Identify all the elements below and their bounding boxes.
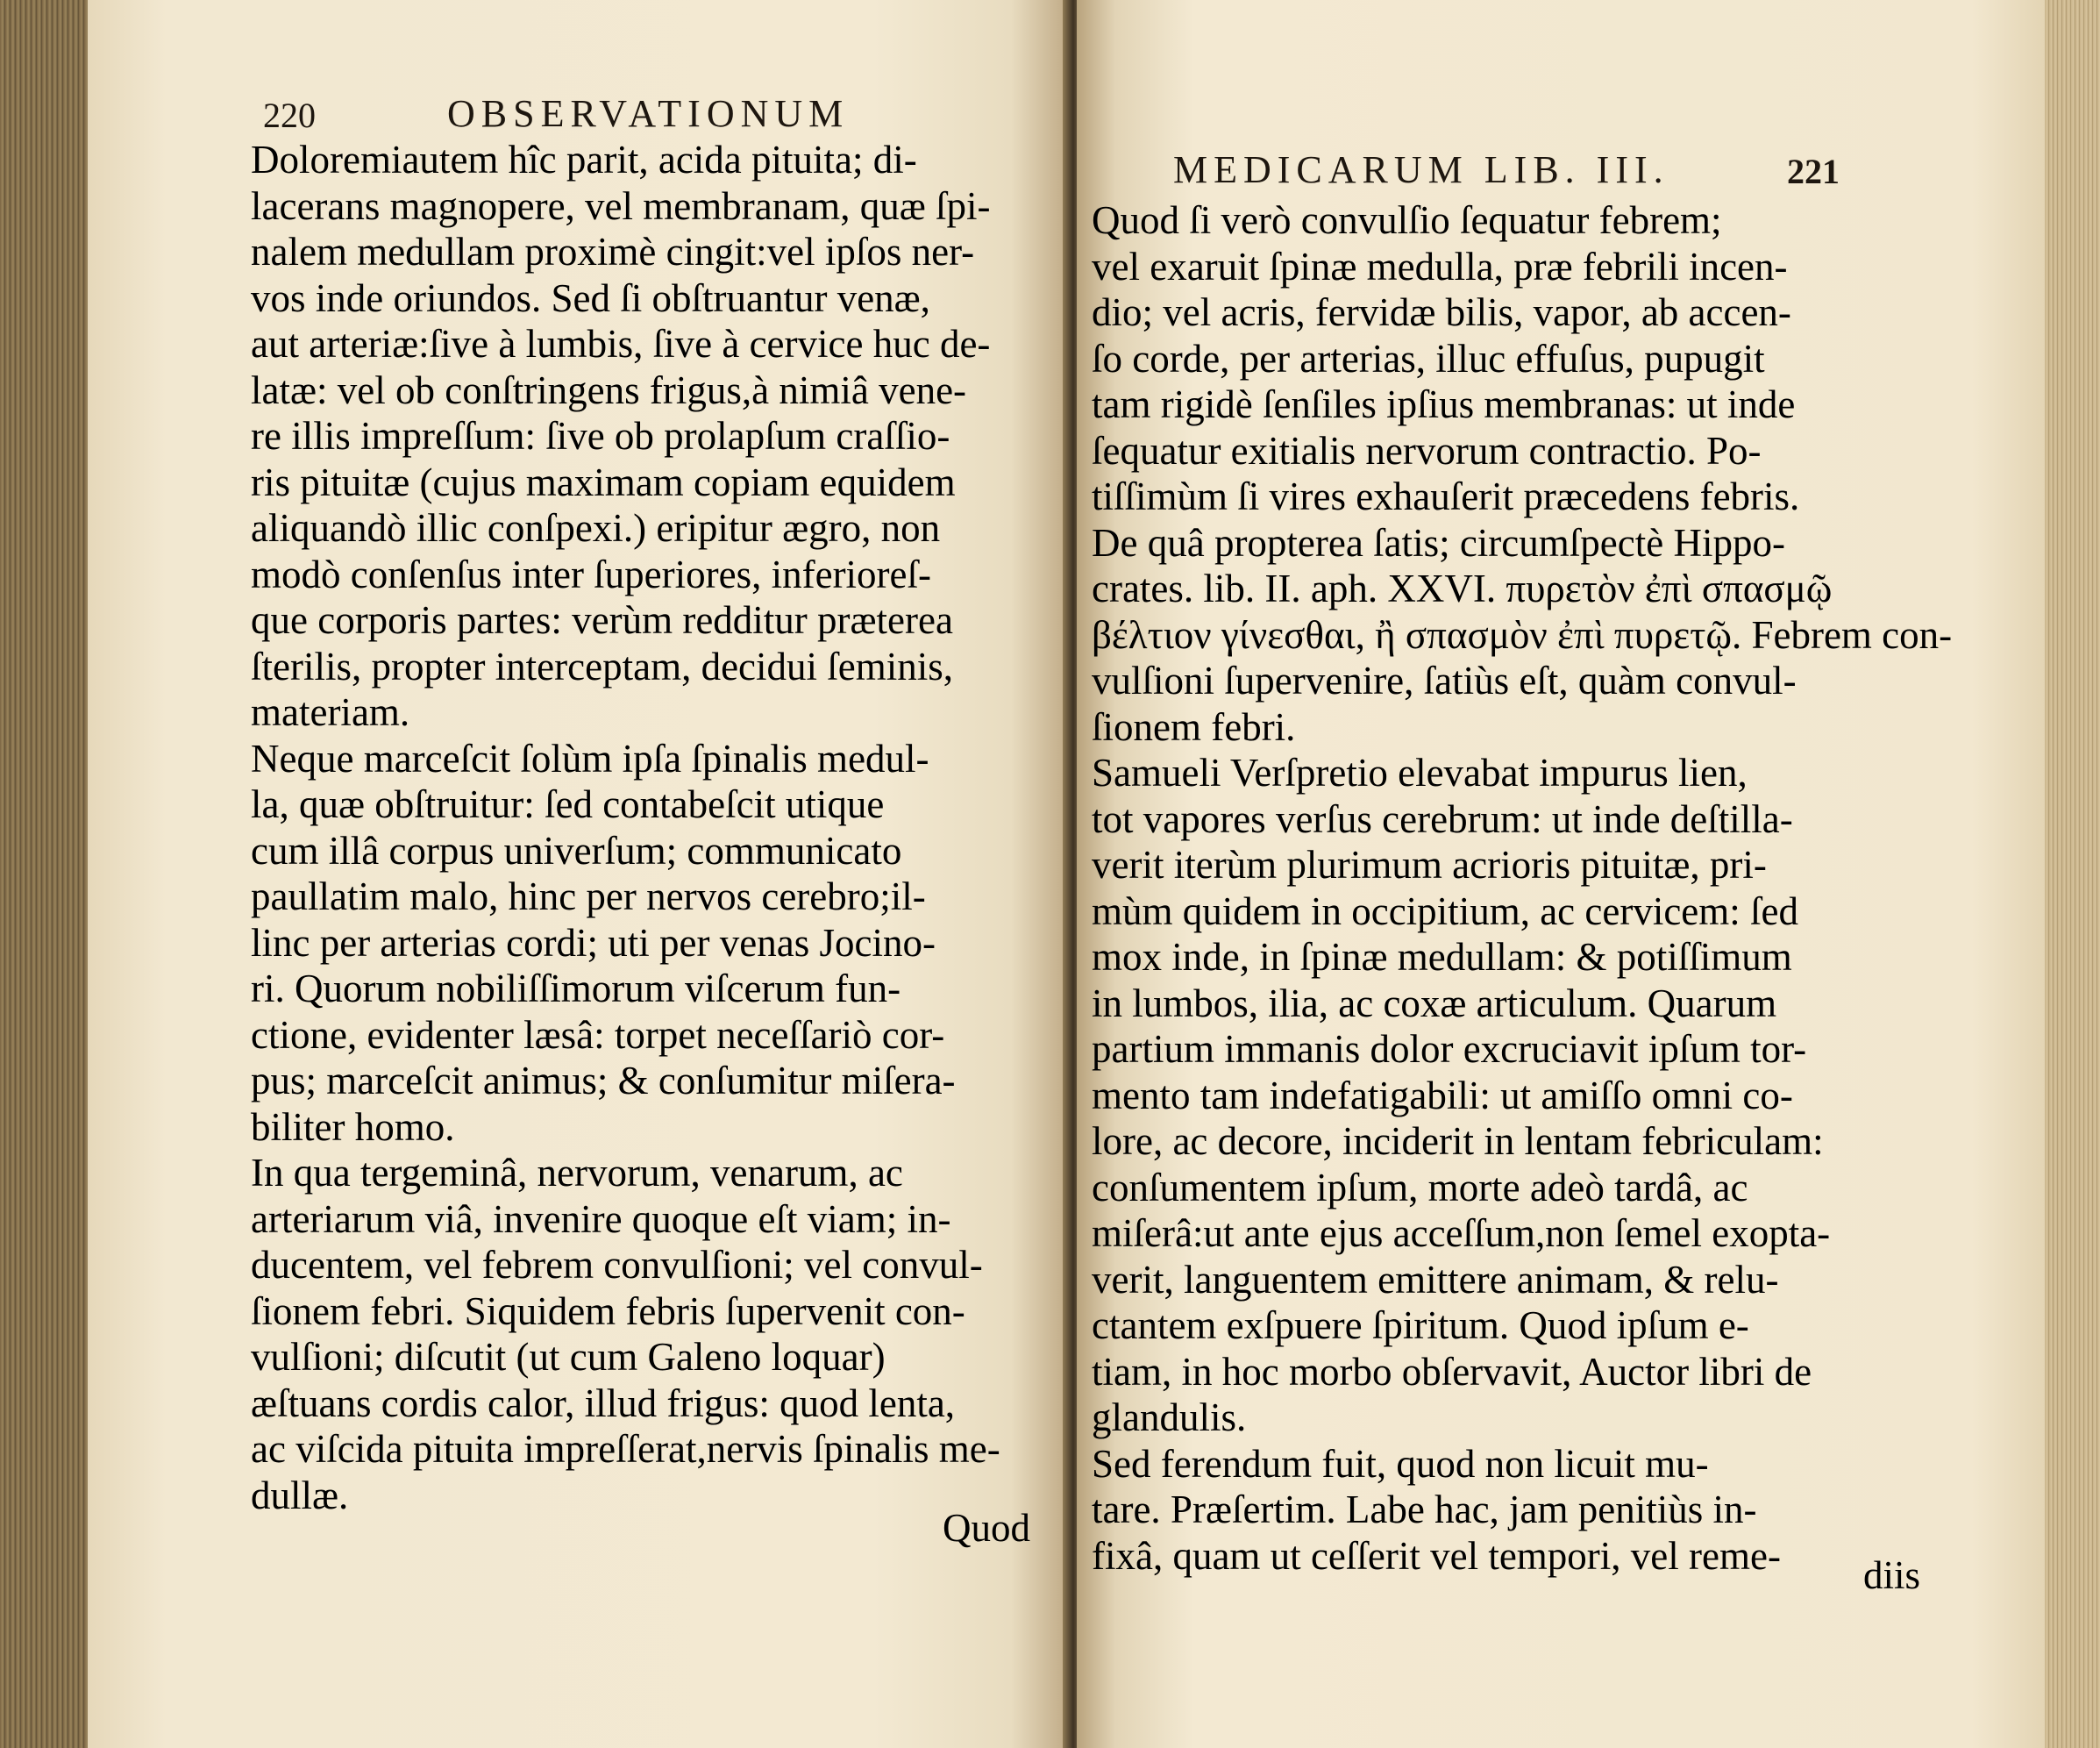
book-edge-right — [2045, 0, 2100, 1748]
text-line: verit iterùm plurimum acrioris pituitæ, pri- — [1092, 843, 1767, 887]
left-page-number: 220 — [263, 96, 316, 135]
text-line: miſerâ:ut ante ejus acceſſum,non ſemel exopta- — [1092, 1211, 1831, 1255]
right-running-head: MEDICARUM LIB. III. — [1173, 148, 1669, 191]
text-line: ſionem febri. — [1092, 704, 1296, 749]
text-line: ſo corde, per arterias, illuc effuſus, pupugit — [1092, 336, 1765, 381]
text-line: aut arteriæ:ſive à lumbis, ſive à cervice huc de- — [251, 322, 991, 366]
text-line: cum illâ corpus univerſum; communicato — [251, 828, 902, 873]
text-line: tare. Præſertim. Labe hac, jam penitiùs in- — [1092, 1488, 1757, 1531]
text-line: vos inde oriundos. Sed ſi obſtruantur venæ, — [251, 275, 930, 320]
text-line: mento tam indefatigabili: ut amiſſo omni co- — [1092, 1073, 1793, 1117]
book-edge-left — [0, 0, 88, 1748]
text-line: pus; marceſcit animus; & conſumitur miſera- — [251, 1059, 956, 1102]
text-line: ri. Quorum nobiliſſimorum viſcerum fun- — [251, 967, 901, 1010]
text-line: ris pituitæ (cujus maximam copiam equidem — [251, 460, 956, 504]
text-line: que corporis partes: verùm redditur præterea — [251, 598, 953, 642]
text-line: ac viſcida pituita impreſſerat,nervis ſpinalis me- — [251, 1427, 1000, 1471]
text-line: lacerans magnopere, vel membranam, quæ ſpi- — [251, 183, 991, 228]
text-line: nalem medullam proximè cingit:vel ipſos ner- — [251, 230, 975, 274]
text-line: la, quæ obſtruitur: ſed contabeſcit utique — [251, 782, 885, 826]
text-line: ſterilis, propter interceptam, decidui ſeminis, — [251, 644, 954, 688]
text-line: tam rigidè ſenſiles ipſius membranas: ut inde — [1092, 382, 1796, 426]
text-line: lore, ac decore, inciderit in lentam febriculam: — [1092, 1119, 1824, 1163]
right-page-number: 221 — [1787, 152, 1840, 191]
text-line: materiam. — [251, 690, 410, 734]
text-line: dullæ. — [251, 1473, 349, 1517]
text-line: ctantem exſpuere ſpiritum. Quod ipſum e- — [1092, 1303, 1749, 1347]
text-line: aliquandò illic conſpexi.) eripitur ægro, non — [251, 506, 941, 550]
left-catchword: Quod — [943, 1506, 1030, 1550]
text-line: ducentem, vel febrem convulſioni; vel convul- — [251, 1243, 983, 1287]
text-line: æſtuans cordis calor, illud frigus: quod lenta, — [251, 1381, 956, 1425]
text-line: vulſioni ſupervenire, ſatiùs eſt, quàm convul- — [1092, 659, 1797, 703]
text-line: partium immanis dolor excruciavit ipſum tor- — [1092, 1027, 1807, 1071]
text-line: glandulis. — [1092, 1395, 1247, 1439]
text-line: in lumbos, ilia, ac coxæ articulum. Quarum — [1092, 981, 1777, 1025]
right-page-body — [1092, 197, 1952, 1579]
text-line: tot vapores verſus cerebrum: ut inde deſtilla- — [1092, 796, 1793, 841]
text-line: biliter homo. — [251, 1104, 455, 1149]
left-running-head: OBSERVATIONUM — [447, 92, 850, 135]
text-line: fixâ, quam ut ceſſerit vel tempori, vel reme- — [1092, 1533, 1781, 1578]
text-line: ctione, evidenter læsâ: torpet neceſſariò cor- — [251, 1012, 945, 1057]
text-line: tiam, in hoc morbo obſervavit, Auctor libri de — [1092, 1349, 1812, 1394]
text-line: re illis impreſſum: ſive ob prolapſum craſſio- — [251, 414, 950, 458]
text-line: mox inde, in ſpinæ medullam: & potiſſimum — [1092, 935, 1792, 979]
text-line: ſionem febri. Siquidem febris ſupervenit con- — [251, 1288, 965, 1333]
text-line: vulſioni; diſcutit (ut cum Galeno loquar) — [251, 1335, 886, 1379]
text-line: Neque marceſcit ſolùm ipſa ſpinalis medul- — [251, 736, 929, 781]
text-line: ſequatur exitialis nervorum contractio. Po- — [1092, 428, 1762, 473]
right-catchword: diis — [1863, 1553, 1921, 1597]
text-line: mùm quidem in occipitium, ac cervicem: ſed — [1092, 888, 1799, 933]
text-line: Samueli Verſpretio elevabat impurus lien, — [1092, 751, 1748, 795]
text-line: In qua tergeminâ, nervorum, venarum, ac — [251, 1151, 903, 1195]
text-line: arteriarum viâ, invenire quoque eſt viam; in- — [251, 1196, 951, 1241]
text-line: Doloremiautem hîc parit, acida pituita; di- — [251, 138, 917, 182]
text-line: latæ: vel ob conſtringens frigus,à nimiâ vene- — [251, 367, 967, 412]
text-line: modò conſenſus inter ſuperiores, inferioreſ- — [251, 552, 932, 596]
text-line: Quod ſi verò convulſio ſequatur febrem; — [1092, 198, 1722, 242]
text-line: vel exaruit ſpinæ medulla, præ febrili incen- — [1092, 244, 1788, 289]
text-line: conſumentem ipſum, morte adeò tardâ, ac — [1092, 1165, 1748, 1209]
text-line: De quâ propterea ſatis; circumſpectè Hippo- — [1092, 520, 1785, 565]
text-line: paullatim malo, hinc per nervos cerebro;il- — [251, 874, 926, 918]
text-line: dio; vel acris, fervidæ bilis, vapor, ab accen- — [1092, 290, 1791, 334]
text-line: Sed ferendum fuit, quod non licuit mu- — [1092, 1441, 1709, 1486]
text-line: verit, languentem emittere animam, & relu- — [1092, 1257, 1779, 1302]
text-line: crates. lib. II. aph. XXVI. πυρετὸν ἐπὶ σπασμῷ — [1092, 567, 1833, 610]
text-line: linc per arterias cordi; uti per venas Jocino- — [251, 920, 936, 965]
left-page-body — [251, 137, 1000, 1518]
text-line: βέλτιον γίνεσθαι, ἢ σπασμὸν ἐπὶ πυρετῷ. Febrem con- — [1092, 612, 1953, 657]
text-line: tiſſimùm ſi vires exhauſerit præcedens febris. — [1092, 474, 1800, 518]
